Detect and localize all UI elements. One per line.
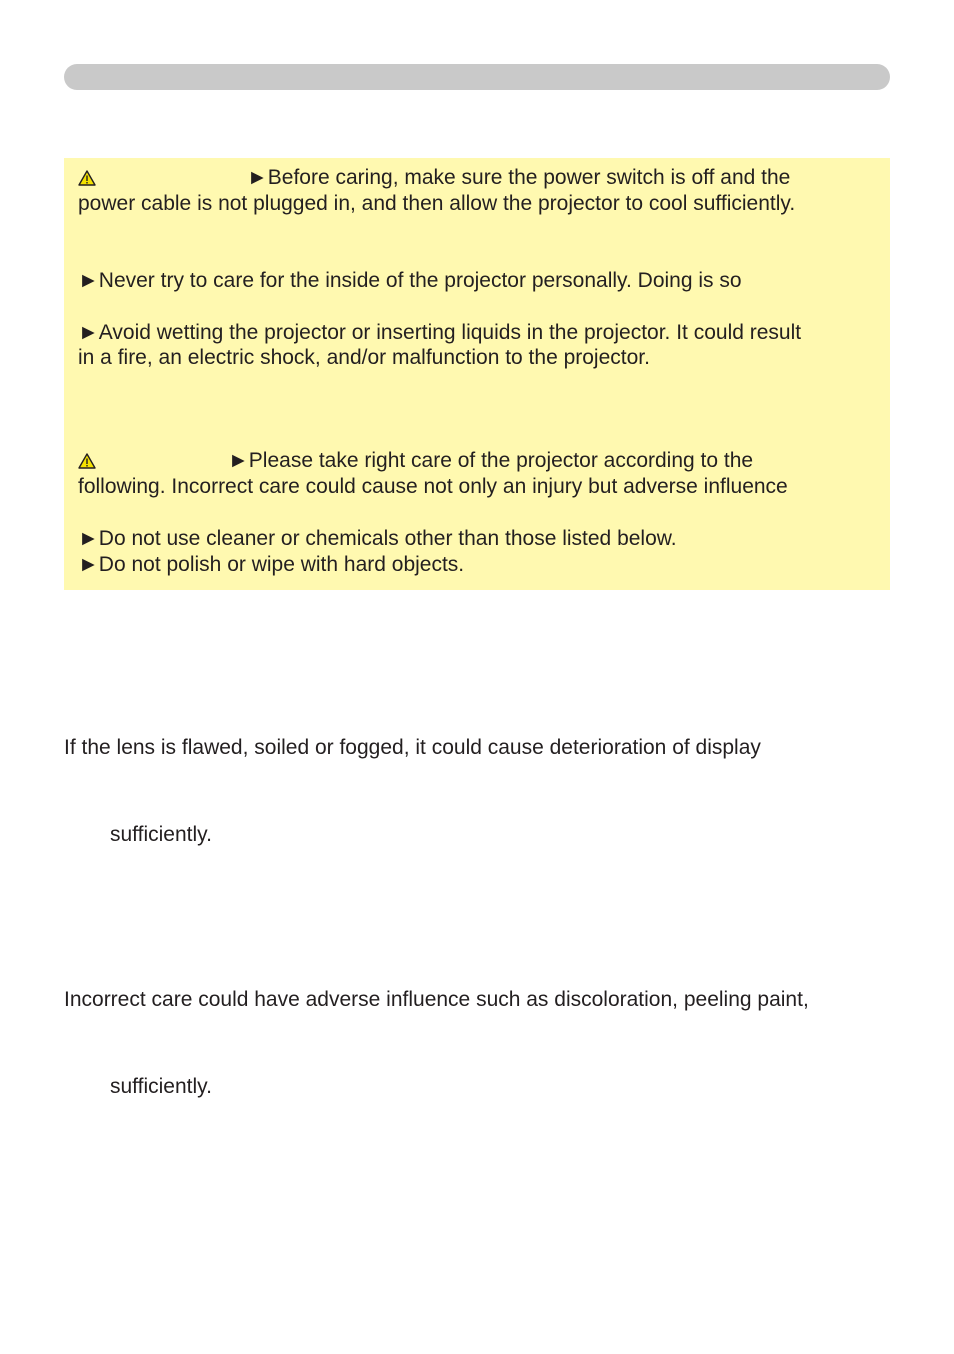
cabinet-step-text: sufficiently. <box>110 1075 212 1098</box>
caution-line-2: following. Incorrect care could cause not only an injury but adverse influence <box>78 475 788 498</box>
warning-line-2: power cable is not plugged in, and then allow the projector to cool sufficiently. <box>78 192 796 215</box>
warning-triangle-icon <box>78 170 96 186</box>
cabinet-description: Incorrect care could have adverse influence such as discoloration, peeling paint, <box>64 988 809 1011</box>
caution-line-1: ►Please take right care of the projector according to the <box>228 449 754 472</box>
lens-description: If the lens is flawed, soiled or fogged, it could cause deterioration of display <box>64 736 761 759</box>
caution-line-4: ►Do not polish or wipe with hard objects. <box>78 553 465 576</box>
warning-line-3: ►Never try to care for the inside of the projector personally. Doing is so <box>78 269 742 292</box>
warning-line-4: ►Avoid wetting the projector or inserting liquids in the projector. It could result <box>78 321 802 344</box>
lens-step-text: sufficiently. <box>110 823 212 846</box>
caution-triangle-icon <box>78 453 96 469</box>
caution-line-3: ►Do not use cleaner or chemicals other than those listed below. <box>78 527 677 550</box>
section-header-bar <box>64 64 890 90</box>
warning-line-1: ►Before caring, make sure the power switch is off and the <box>247 166 791 189</box>
warning-line-5: in a fire, an electric shock, and/or malfunction to the projector. <box>78 346 650 369</box>
